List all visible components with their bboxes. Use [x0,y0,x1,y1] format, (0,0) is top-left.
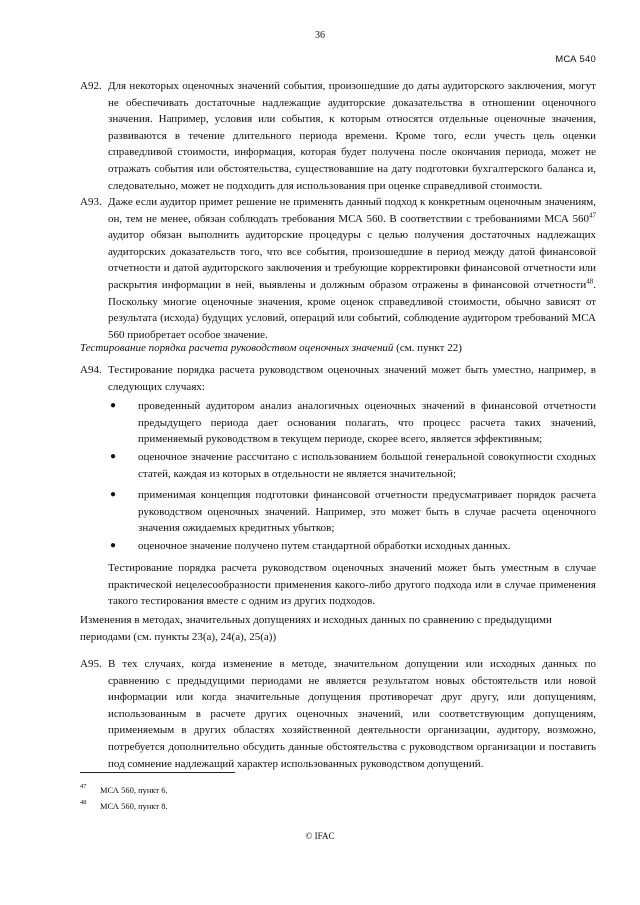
footnote-47: 47 МСА 560, пункт 6. [80,783,168,795]
paragraph-a93 [80,194,596,343]
paragraph-a94 [80,362,596,395]
section-heading-changes: Изменения в методах, значительных допущениях и исходных данных по сравнению с предыдущими периодами (см. пункты 23(a), 24(a), 25(a)) [80,614,552,643]
paragraph-text: Для некоторых оценочных значений события, произошедшие до даты аудиторского заключения, могут не обеспечивать достаточные надлежащие аудиторские доказательства в отношении оценочного значения. Например, условия или события, к которым относятся отдельные оценочные значения, развиваются в течение длительного периода времени. Кроме того, если учесть цель оценки справедливой стоимости, информация, которая будет получена после окончания периода, может не отражать события или обстоятельства, существовавшие на дату подготовки бухгалтерского баланса и, следовательно, может не подходить для использования при оценке справедливой стоимости. [108,80,596,192]
paragraph-a94-closing: Тестирование порядка расчета руководством оценочных значений может быть уместным в случае практической нецелесообразности применения какого-либо другого подхода или в случае применения такого тестирования вместе с одним из других подходов. [108,562,596,608]
paragraph-number: А94. [80,364,102,376]
paragraph-number: А93. [80,196,102,208]
list-item: ● проведенный аудитором анализ аналогичных оценочных значений в финансовой отчетности предыдущего периода дает основания полагать, что процесс расчета таких значений, применяемый руководством в текущем периоде, скорее всего, является эффективным; [110,400,596,446]
bullet-icon: ● [110,451,117,462]
paragraph-number: А92. [80,80,102,92]
page-footer: © IFAC [305,831,335,841]
footnote-ref-47: 47 [589,210,596,219]
document-code: МСА 540 [555,54,596,65]
footnote-divider [80,772,235,773]
bullet-icon: ● [110,489,117,500]
paragraph-text: Даже если аудитор примет решение не применять данный подход к конкретным оценочным значениям, он, тем не менее, обязан соблюдать требования МСА 560. В соответствии с требованиями МСА $560^{47}$ аудитор обязан выполнить аудиторские процедуры с целью получения достаточных надлежащих аудиторских доказательств того, что все события, произошедшие в период между датой финансовой отчетности и датой аудиторского заключения и требующие корректировки финансовой отчетности или раскрытия информации в ней, выявлены и должным образом отражены в финансовой отчетности$^{48}$. Поскольку многие оценочные значения, кроме оценок справедливой стоимости, обычно зависят от результата (исхода) будущих условий, операций или событий, соблюдение аудитором требований МСА 560 приобретает особое значение. [108,196,596,341]
bullet-icon: ● [110,400,117,411]
list-item: ● оценочное значение рассчитано с использованием большой генеральной совокупности сходных статей, каждая из которых в отдельности не является значительной; [110,451,596,480]
footnote-48: 48 МСА 560, пункт 8. [80,799,168,811]
list-item: ● оценочное значение получено путем стандартной обработки исходных данных. [108,538,596,555]
paragraph-a95 [80,656,596,772]
paragraph-number: А95. [80,658,102,670]
paragraph-a92 [80,78,596,194]
paragraph-text: Тестирование порядка расчета руководством оценочных значений может быть уместно, например, в следующих случаях: [108,364,596,393]
paragraph-text: В тех случаях, когда изменение в методе, значительном допущении или исходных данных по сравнению с предыдущими периодами не является результатом новых обстоятельств или новой информации или когда значительные допущения противоречат друг другу, или допущениям, использованным в расчете других оценочных значений, или соответствующим допущениям, применяемым в других областях хозяйственной деятельности организации, аудитору, возможно, потребуется дополнительно обсудить данные обстоятельства с руководством организации и поставить под сомнение надлежащий характер использованных руководством допущений. [108,658,596,770]
section-heading-testing: Тестирование порядка расчета руководством оценочных значений (см. пункт 22) [80,342,462,354]
list-item: ● применимая концепция подготовки финансовой отчетности предусматривает порядок расчета руководством оценочных значений. Например, это может быть в случае расчета оценочного значения ожидаемых кредитных убытков; [110,489,596,535]
page-number: 36 [315,30,325,41]
footnote-ref-48: 48 [586,277,594,286]
bullet-icon: ● [110,540,117,551]
